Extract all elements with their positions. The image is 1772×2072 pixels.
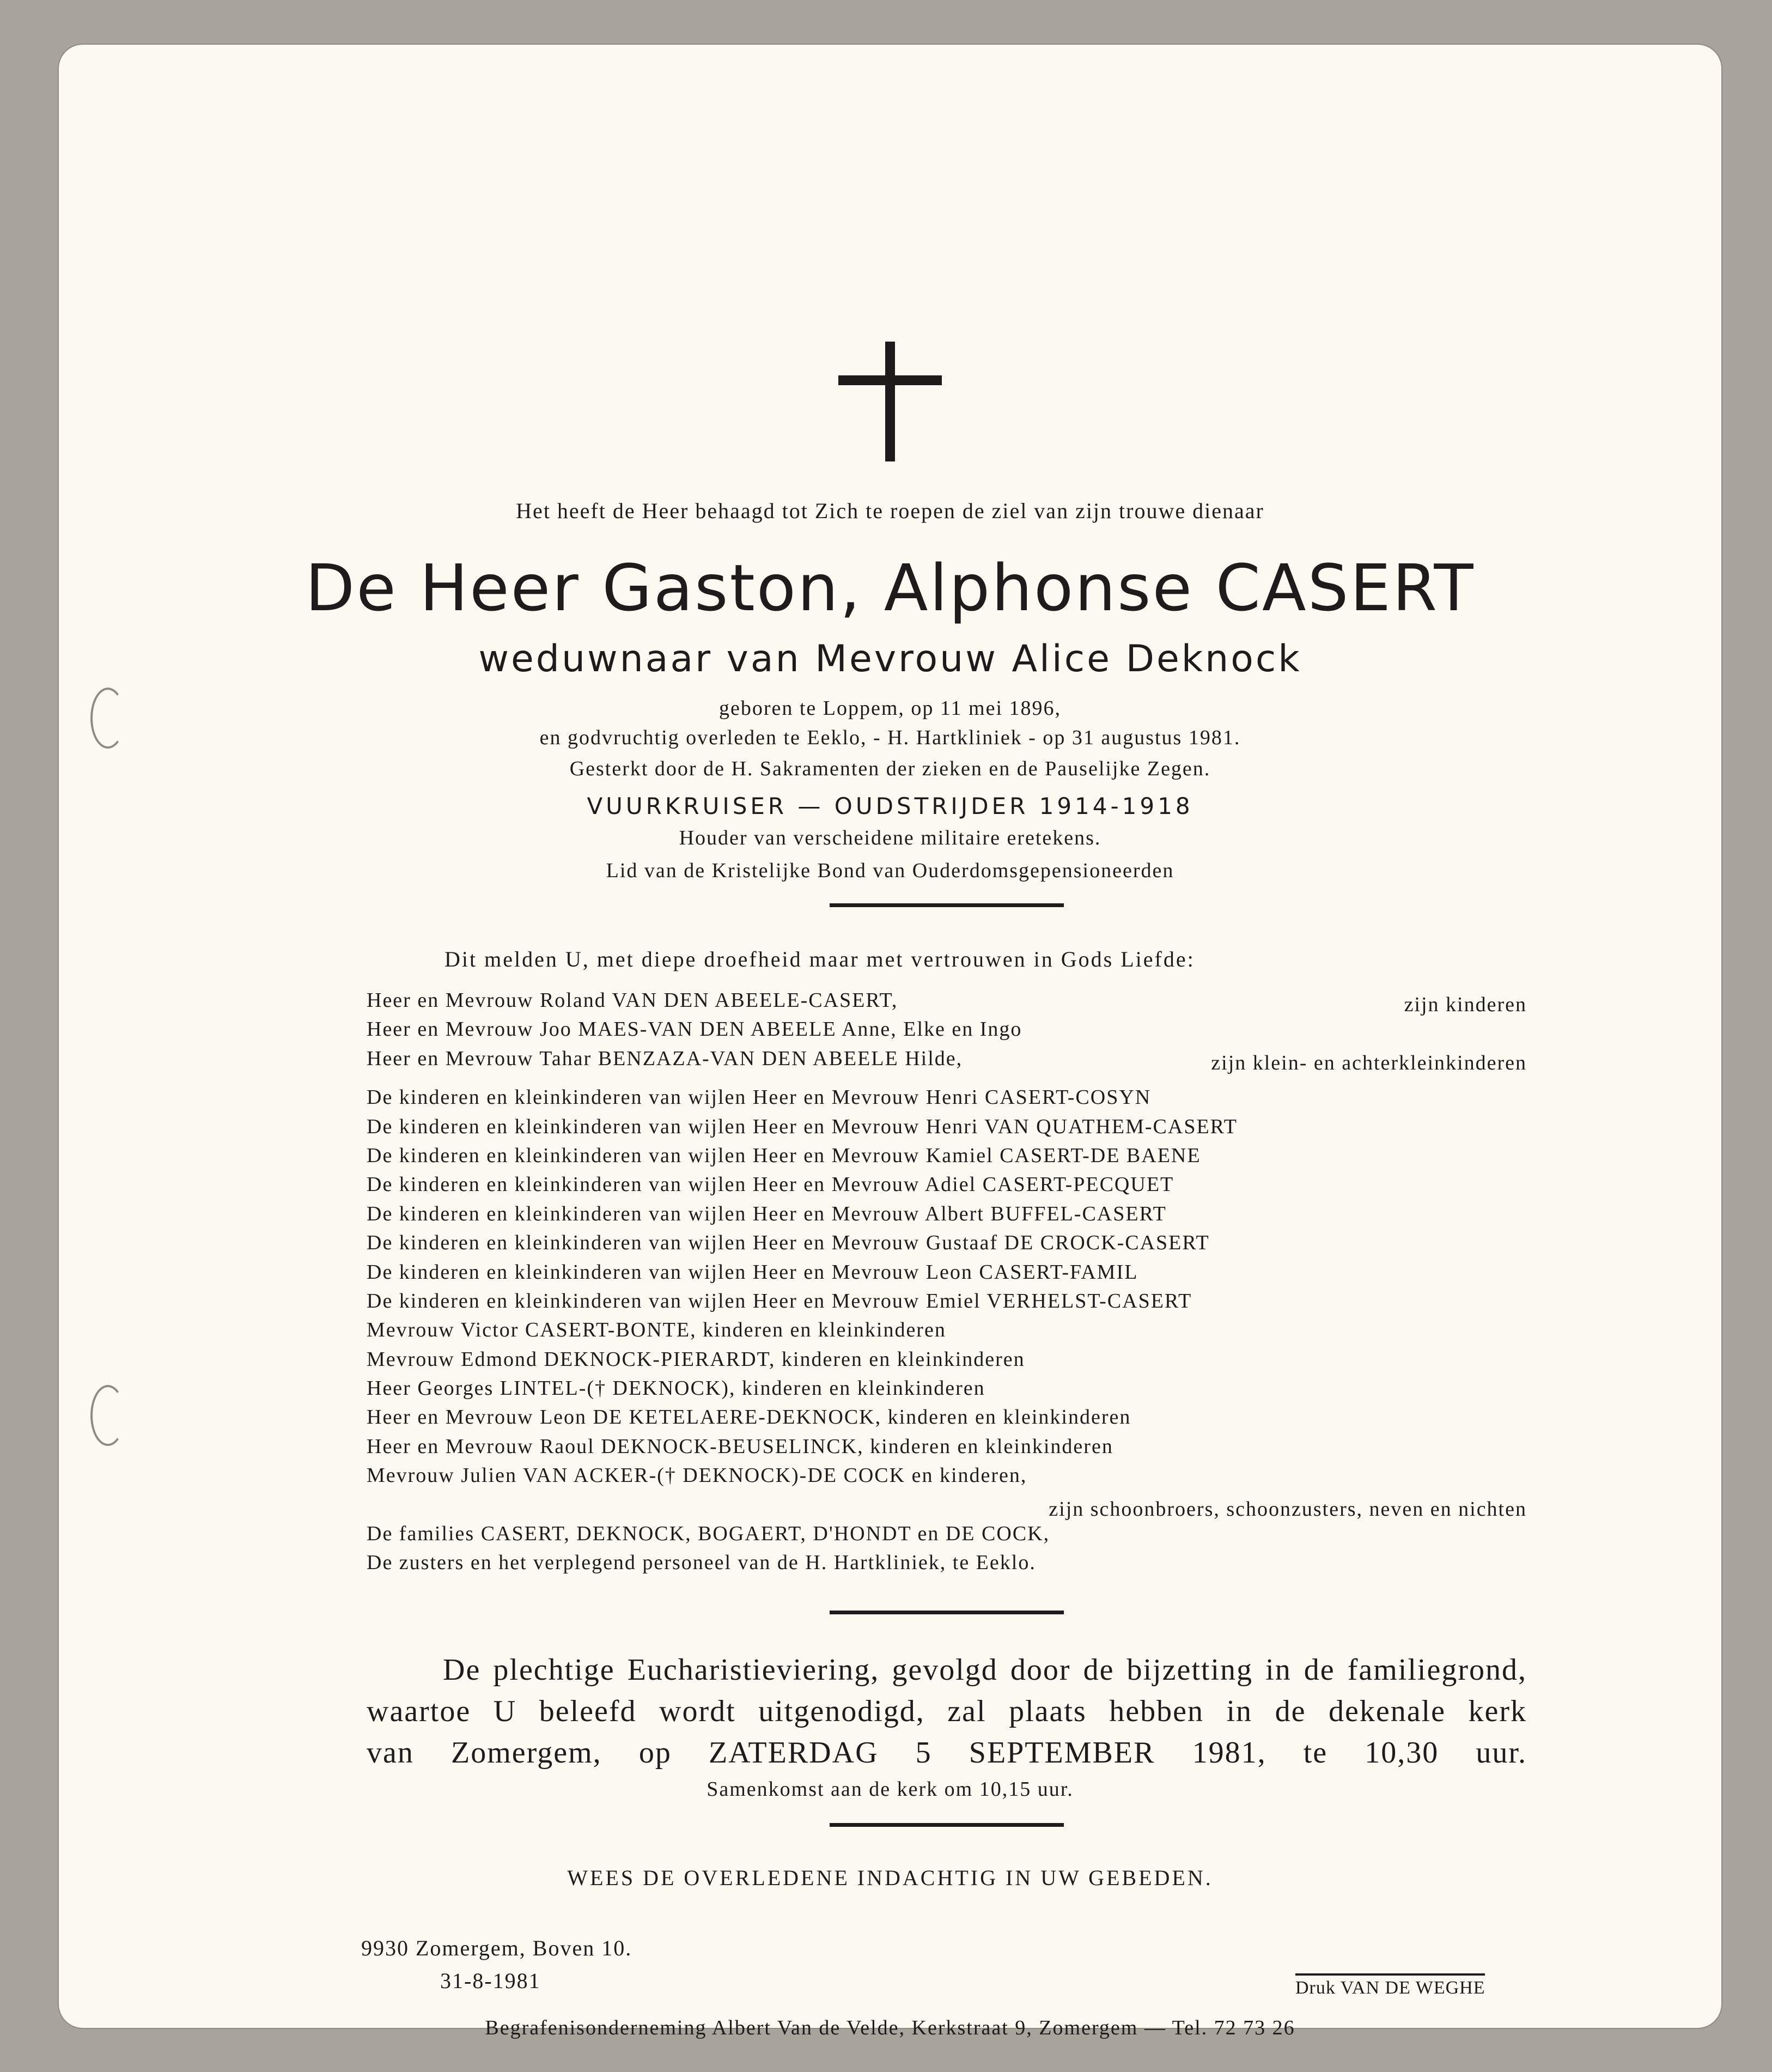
veteran-line: VUURKRUISER — OUDSTRIJDER 1914-1918 [587,793,1193,819]
list-item: De kinderen en kleinkinderen van wijlen Heer en Mevrouw Leon CASERT-FAMIL [367,1260,1138,1284]
list-item: De kinderen en kleinkinderen van wijlen Heer en Mevrouw Adiel CASERT-PECQUET [367,1173,1174,1196]
membership-line: Lid van de Kristelijke Bond van Ouderdomsgepensioneerden [606,859,1174,882]
memorial-card [59,45,1721,2039]
divider [830,903,1064,907]
list-item: Heer en Mevrouw Roland VAN DEN ABEELE-CASERT, zijn kinderen [367,986,1527,1015]
sacraments-line: Gesterkt door de H. Sakramenten der zieken en de Pauselijke Zegen. [569,757,1211,780]
children-note: zijn kinderen [1404,993,1527,1016]
list-item: Mevrouw Edmond DEKNOCK-PIERARDT, kinderen en kleinkinderen [367,1347,1025,1371]
cross-icon [838,342,942,461]
list-item: De kinderen en kleinkinderen van wijlen Heer en Mevrouw Emiel VERHELST-CASERT [367,1289,1192,1313]
death-line: en godvruchtig overleden te Eeklo, - H. Hartkliniek - op 31 augustus 1981. [539,726,1241,749]
service-announcement: De plechtige Eucharistieviering, gevolgd door de bijzetting in de familiegrond, waartoe U beleefd wordt uitgenodigd, zal plaats hebben in de dekenale kerk van Zomergem, op ZATERDAG 5 SEPTEMBER 1981, te 10,30 uur. [367,1653,1527,1770]
prayer-request: WEES DE OVERLEDENE INDACHTIG IN UW GEBEDEN. [567,1866,1213,1890]
list-item: De zusters en het verplegend personeel van de H. Hartkliniek, te Eeklo. [367,1551,1036,1575]
mourners-list [367,986,1527,1578]
divider [830,1611,1064,1614]
list-item: Heer en Mevrouw Raoul DEKNOCK-BEUSELINCK, kinderen en kleinkinderen [367,1435,1113,1458]
list-item: De kinderen en kleinkinderen van wijlen Heer en Mevrouw Henri CASERT-COSYN [367,1086,1152,1109]
list-item: De families CASERT, DEKNOCK, BOGAERT, D'HONDT en DE COCK, [367,1522,1050,1546]
birth-line: geboren te Loppem, op 11 mei 1896, [718,697,1062,720]
deceased-name: De Heer Gaston, Alphonse CASERT [305,550,1475,625]
decorations-line: Houder van verscheidene militaire eretekens. [679,827,1101,849]
list-item [367,1491,1527,1520]
widower-line: weduwnaar van Mevrouw Alice Deknock [478,637,1302,680]
mourners-intro: Dit melden U, met diepe droefheid maar met vertrouwen in Gods Liefde: [444,947,1195,971]
family-address: 9930 Zomergem, Boven 10. [361,1936,632,1960]
intro-text: Het heeft de Heer behaagd tot Zich te roepen de ziel van zijn trouwe dienaar [516,499,1264,523]
list-item: Mevrouw Julien VAN ACKER-(† DEKNOCK)-DE COCK en kinderen, [367,1464,1027,1487]
list-item: De kinderen en kleinkinderen van wijlen Heer en Mevrouw Kamiel CASERT-DE BAENE [367,1144,1201,1167]
divider [830,1823,1064,1827]
list-item: De kinderen en kleinkinderen van wijlen Heer en Mevrouw Gustaaf DE CROCK-CASERT [367,1231,1210,1255]
list-item: Heer en Mevrouw Tahar BENZAZA-VAN DEN ABEELE Hilde, zijn klein- en achterkleinkinderen [367,1044,1527,1073]
grandchildren-note: zijn klein- en achterkleinkinderen [1211,1051,1527,1074]
printer-credit: Druk VAN DE WEGHE [1295,1973,1485,1998]
meeting-time: Samenkomst aan de kerk om 10,15 uur. [707,1778,1074,1801]
issue-date: 31-8-1981 [440,1968,541,1993]
list-item: De kinderen en kleinkinderen van wijlen Heer en Mevrouw Albert BUFFEL-CASERT [367,1202,1167,1225]
funeral-home: Begrafenisonderneming Albert Van de Velde, Kerkstraat 9, Zomergem — Tel. 72 73 26 [485,2016,1295,2039]
list-item: De kinderen en kleinkinderen van wijlen Heer en Mevrouw Henri VAN QUATHEM-CASERT [367,1115,1238,1138]
list-item: Heer en Mevrouw Leon DE KETELAERE-DEKNOCK, kinderen en kleinkinderen [367,1406,1131,1429]
punch-hole [90,1385,125,1446]
list-item: Heer en Mevrouw Joo MAES-VAN DEN ABEELE Anne, Elke en Ingo [367,1018,1022,1041]
list-item: Heer Georges LINTEL-(† DEKNOCK), kinderen en kleinkinderen [367,1377,985,1400]
list-item: Mevrouw Victor CASERT-BONTE, kinderen en kleinkinderen [367,1318,946,1342]
inlaws-note: zijn schoonbroers, schoonzusters, neven en nichten [1049,1497,1527,1521]
